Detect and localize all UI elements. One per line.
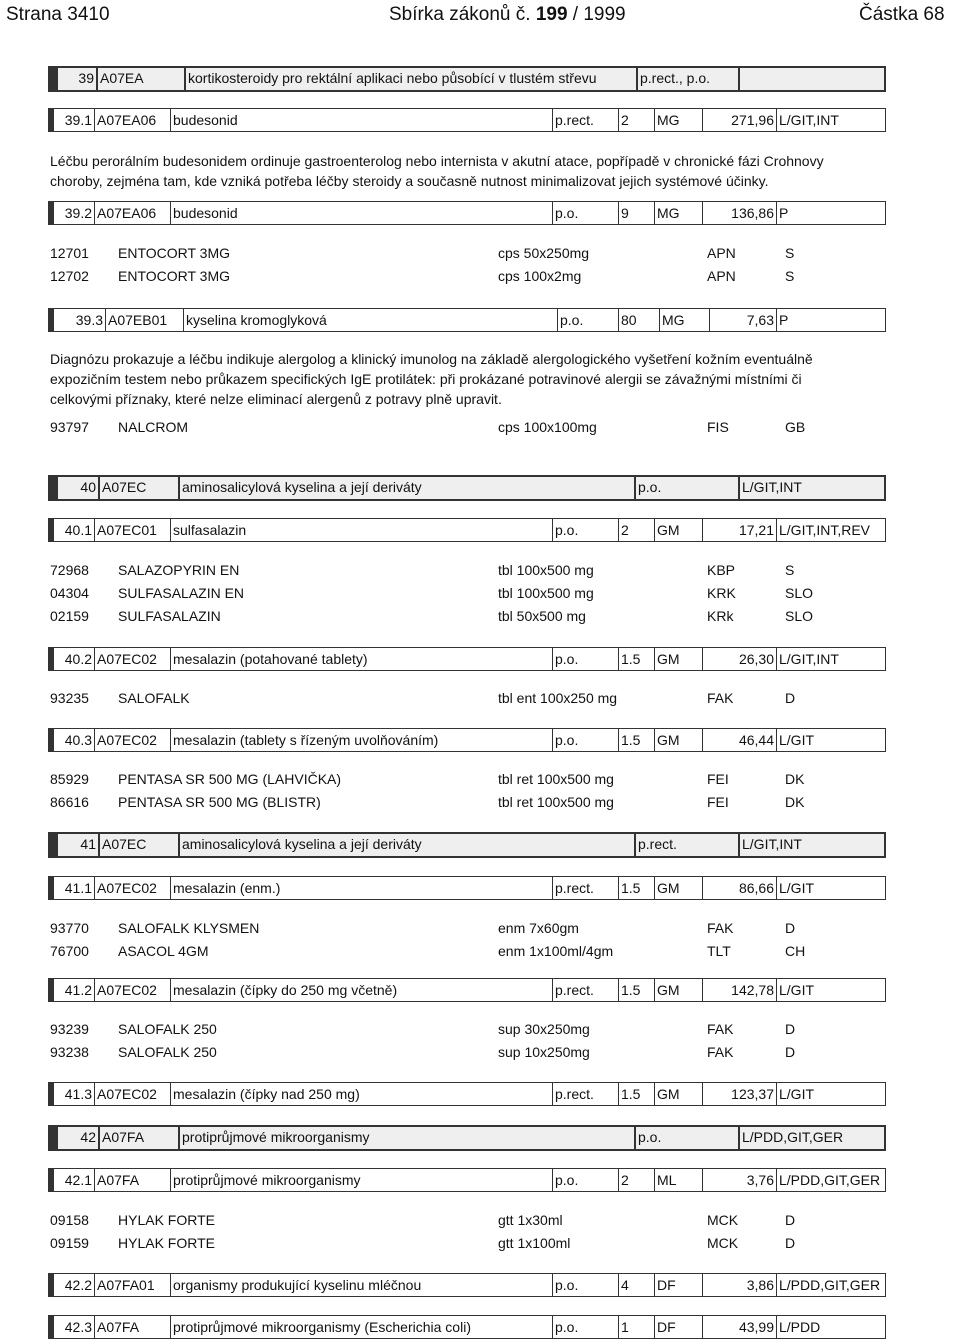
product-row	[0, 560, 960, 580]
row-cell: p.o.	[552, 1274, 618, 1296]
substance-row	[48, 728, 886, 752]
product-code: 85929	[50, 771, 89, 787]
row-cell: 42	[80, 1129, 96, 1145]
product-code: 76700	[50, 943, 89, 959]
row-cell: A07FA	[98, 1127, 178, 1149]
product-manufacturer: FIS	[707, 419, 729, 435]
row-cell: 1.5	[618, 979, 654, 1001]
product-name: SULFASALAZIN	[118, 608, 221, 624]
product-code: 04304	[50, 585, 89, 601]
row-cell: A07EC02	[94, 877, 170, 899]
product-row	[0, 243, 960, 263]
product-code: 09159	[50, 1235, 89, 1251]
product-row	[0, 266, 960, 286]
row-cell: 17,21	[702, 519, 776, 541]
row-cell: p.o.	[552, 648, 618, 670]
substance-row	[48, 518, 886, 542]
row-cell: 1.5	[618, 877, 654, 899]
row-cell: L/GIT	[776, 1083, 886, 1105]
row-cell: protiprůjmové mikroorganismy (Escherichia coli)	[170, 1316, 552, 1338]
product-country: D	[785, 920, 796, 936]
row-cell: aminosalicylová kyselina a její deriváty	[178, 834, 634, 856]
substance-row	[48, 876, 886, 900]
row-cell: aminosalicylová kyselina a její deriváty	[178, 477, 634, 499]
row-cell: A07FA	[94, 1316, 170, 1338]
product-code: 93235	[50, 690, 89, 706]
row-cell: DF	[654, 1274, 702, 1296]
product-code: 93239	[50, 1021, 89, 1037]
product-name: ENTOCORT 3MG	[118, 268, 231, 284]
row-cell: kyselina kromoglyková	[183, 309, 557, 331]
row-cell: 86,66	[702, 877, 776, 899]
row-cell: p.o.	[634, 1127, 738, 1149]
product-country: S	[785, 268, 795, 284]
law-number: 199	[535, 4, 568, 25]
law-year: / 1999	[567, 4, 626, 25]
row-cell: mesalazin (čípky nad 250 mg)	[170, 1083, 552, 1105]
product-country: SLO	[785, 608, 814, 624]
product-country: S	[785, 562, 795, 578]
note-paragraph	[50, 349, 906, 409]
product-name: SALOFALK	[118, 690, 190, 706]
row-cell: mesalazin (potahované tablety)	[170, 648, 552, 670]
row-cell: 40.2	[64, 651, 92, 667]
row-cell: p.rect.	[552, 979, 618, 1001]
product-form: enm 1x100ml/4gm	[498, 943, 614, 959]
row-cell: 41.1	[64, 880, 92, 896]
row-cell: mesalazin (enm.)	[170, 877, 552, 899]
row-cell: 39	[78, 70, 94, 86]
row-cell: 7,63	[709, 309, 776, 331]
product-row	[0, 1233, 960, 1253]
row-cell: GM	[654, 979, 702, 1001]
row-cell: budesonid	[170, 202, 552, 224]
row-cell: p.rect.	[552, 109, 618, 131]
row-cell: 271,96	[702, 109, 776, 131]
product-row	[0, 417, 960, 437]
page-number: Strana 3410	[6, 4, 110, 25]
substance-row	[48, 1315, 886, 1339]
row-cell: GM	[654, 519, 702, 541]
note-line: Léčbu perorálním budesonidem ordinuje gastroenterolog nebo internista v akutní atace, popřípadě v chronické fázi Crohnovy	[50, 153, 824, 169]
product-manufacturer: FAK	[707, 920, 734, 936]
product-name: SALOFALK 250	[118, 1044, 217, 1060]
substance-row	[48, 647, 886, 671]
product-name: SALAZOPYRIN EN	[118, 562, 240, 578]
collection-prefix: Sbírka zákonů č.	[389, 4, 531, 25]
row-cell: A07EA06	[94, 202, 170, 224]
row-cell: protiprůjmové mikroorganismy	[170, 1169, 552, 1191]
row-cell: p.o.	[552, 202, 618, 224]
substance-row	[48, 108, 886, 132]
row-cell: 43,99	[702, 1316, 776, 1338]
row-cell: 142,78	[702, 979, 776, 1001]
product-country: CH	[785, 943, 806, 959]
row-cell: p.o.	[552, 1169, 618, 1191]
row-cell: A07EA	[96, 68, 184, 90]
product-manufacturer: TLT	[707, 943, 731, 959]
row-cell: 40	[80, 479, 96, 495]
product-row	[0, 1019, 960, 1039]
product-manufacturer: APN	[707, 268, 736, 284]
product-manufacturer: FEI	[707, 794, 729, 810]
row-cell: budesonid	[170, 109, 552, 131]
product-row	[0, 769, 960, 789]
row-cell: 9	[618, 202, 654, 224]
row-cell: 2	[618, 519, 654, 541]
row-cell: protiprůjmové mikroorganismy	[178, 1127, 634, 1149]
row-cell: L/PDD,GIT,GER	[776, 1169, 886, 1191]
row-cell: 42.1	[64, 1172, 92, 1188]
row-cell: 39.2	[64, 205, 92, 221]
row-cell: MG	[654, 202, 702, 224]
product-form: tbl ret 100x500 mg	[498, 794, 614, 810]
row-cell: L/GIT	[776, 979, 886, 1001]
product-manufacturer: FAK	[707, 690, 734, 706]
product-manufacturer: FAK	[707, 1044, 734, 1060]
product-form: gtt 1x30ml	[498, 1212, 563, 1228]
row-cell: p.o.	[552, 519, 618, 541]
product-name: ENTOCORT 3MG	[118, 245, 231, 261]
row-cell: A07EC	[98, 834, 178, 856]
product-country: S	[785, 245, 795, 261]
product-form: cps 100x2mg	[498, 268, 582, 284]
product-name: ASACOL 4GM	[118, 943, 209, 959]
row-cell: 1.5	[618, 729, 654, 751]
issue-number: Částka 68	[859, 4, 945, 25]
product-name: HYLAK FORTE	[118, 1235, 215, 1251]
row-cell: mesalazin (tablety s řízeným uvolňováním)	[170, 729, 552, 751]
row-cell: L/PDD	[776, 1316, 886, 1338]
product-country: D	[785, 1021, 796, 1037]
product-name: HYLAK FORTE	[118, 1212, 215, 1228]
product-form: tbl ret 100x500 mg	[498, 771, 614, 787]
row-cell: MG	[654, 109, 702, 131]
row-cell: L/GIT,INT	[776, 648, 886, 670]
row-cell: GM	[654, 729, 702, 751]
product-row	[0, 606, 960, 626]
group-header-row	[48, 832, 886, 858]
product-code: 12701	[50, 245, 89, 261]
row-cell	[738, 68, 886, 90]
substance-row	[48, 978, 886, 1002]
row-cell: 42.3	[64, 1319, 92, 1335]
row-cell: A07EC02	[94, 729, 170, 751]
product-manufacturer: MCK	[707, 1235, 739, 1251]
group-header-row	[48, 475, 886, 501]
product-row	[0, 792, 960, 812]
product-form: tbl 50x500 mg	[498, 608, 586, 624]
note-line: celkovými příznaky, které nelze eliminací alergenů z potravy plně upravit.	[50, 391, 502, 407]
row-cell: 39.1	[64, 112, 92, 128]
row-cell: A07FA01	[94, 1274, 170, 1296]
row-cell: P	[776, 202, 886, 224]
row-cell: A07EC01	[94, 519, 170, 541]
row-cell: L/GIT,INT	[738, 834, 886, 856]
row-cell: 2	[618, 109, 654, 131]
row-cell: DF	[654, 1316, 702, 1338]
product-country: D	[785, 690, 796, 706]
row-cell: A07FA	[94, 1169, 170, 1191]
row-cell: p.o.	[552, 729, 618, 751]
row-cell: A07EC02	[94, 979, 170, 1001]
row-cell: A07EC02	[94, 1083, 170, 1105]
row-cell: p.o.	[634, 477, 738, 499]
product-form: cps 50x250mg	[498, 245, 590, 261]
row-cell: L/PDD,GIT,GER	[776, 1274, 886, 1296]
row-cell: 1.5	[618, 1083, 654, 1105]
row-cell: GM	[654, 648, 702, 670]
row-cell: organismy produkující kyselinu mléčnou	[170, 1274, 552, 1296]
row-cell: 2	[618, 1169, 654, 1191]
note-line: Diagnózu prokazuje a léčbu indikuje alergolog a klinický imunolog na základě alergologického vyšetření kožním eventuálně	[50, 351, 813, 367]
product-form: tbl 100x500 mg	[498, 585, 594, 601]
row-cell: p.rect.	[634, 834, 738, 856]
product-code: 72968	[50, 562, 89, 578]
row-cell: p.rect.	[552, 877, 618, 899]
row-cell: P	[776, 309, 886, 331]
product-name: SALOFALK KLYSMEN	[118, 920, 260, 936]
group-header-row	[48, 1125, 886, 1151]
product-manufacturer: FAK	[707, 1021, 734, 1037]
row-cell: 3,86	[702, 1274, 776, 1296]
row-cell: 1	[618, 1316, 654, 1338]
row-cell: mesalazin (čípky do 250 mg včetně)	[170, 979, 552, 1001]
product-row	[0, 688, 960, 708]
row-cell: sulfasalazin	[170, 519, 552, 541]
product-country: DK	[785, 794, 805, 810]
row-cell: A07EA06	[94, 109, 170, 131]
note-line: choroby, zejména tam, kde vzniká potřeba léčby steroidy a současně nutnost minimalizovat jejich systémové účinky.	[50, 173, 769, 189]
product-country: DK	[785, 771, 805, 787]
substance-row	[48, 308, 886, 332]
collection-title	[389, 4, 626, 26]
product-code: 12702	[50, 268, 89, 284]
product-code: 09158	[50, 1212, 89, 1228]
product-code: 86616	[50, 794, 89, 810]
row-cell: L/GIT	[776, 877, 886, 899]
row-cell: MG	[659, 309, 709, 331]
product-row	[0, 1042, 960, 1062]
row-cell: kortikosteroidy pro rektální aplikaci nebo působící v tlustém střevu	[184, 68, 636, 90]
product-row	[0, 941, 960, 961]
product-name: PENTASA SR 500 MG (LAHVIČKA)	[118, 771, 342, 787]
row-cell: L/PDD,GIT,GER	[738, 1127, 886, 1149]
product-form: tbl 100x500 mg	[498, 562, 594, 578]
row-cell: 3,76	[702, 1169, 776, 1191]
row-cell: A07EB01	[105, 309, 183, 331]
row-cell: 1.5	[618, 648, 654, 670]
product-manufacturer: KRK	[707, 585, 736, 601]
product-form: gtt 1x100ml	[498, 1235, 571, 1251]
row-cell: L/GIT,INT,REV	[776, 519, 886, 541]
row-cell: A07EC02	[94, 648, 170, 670]
row-cell: L/GIT,INT	[738, 477, 886, 499]
row-cell: 39.3	[75, 312, 103, 328]
row-cell: 46,44	[702, 729, 776, 751]
product-code: 93797	[50, 419, 89, 435]
product-form: enm 7x60gm	[498, 920, 579, 936]
note-paragraph	[50, 151, 906, 191]
row-cell: 40.3	[64, 732, 92, 748]
row-cell: p.rect.	[552, 1083, 618, 1105]
row-cell: p.rect., p.o.	[636, 68, 738, 90]
product-name: SALOFALK 250	[118, 1021, 217, 1037]
substance-row	[48, 1273, 886, 1297]
product-code: 93238	[50, 1044, 89, 1060]
product-code: 93770	[50, 920, 89, 936]
row-cell: 4	[618, 1274, 654, 1296]
row-cell: GM	[654, 1083, 702, 1105]
substance-row	[48, 1168, 886, 1192]
product-country: SLO	[785, 585, 814, 601]
group-header-row	[48, 66, 886, 92]
product-code: 02159	[50, 608, 89, 624]
product-name: PENTASA SR 500 MG (BLISTR)	[118, 794, 321, 810]
product-manufacturer: KRk	[707, 608, 734, 624]
product-country: GB	[785, 419, 806, 435]
product-form: tbl ent 100x250 mg	[498, 690, 618, 706]
row-cell: p.o.	[557, 309, 618, 331]
row-cell: 136,86	[702, 202, 776, 224]
row-cell: 123,37	[702, 1083, 776, 1105]
product-form: sup 10x250mg	[498, 1044, 590, 1060]
row-cell: 42.2	[64, 1277, 92, 1293]
product-country: D	[785, 1044, 796, 1060]
product-form: sup 30x250mg	[498, 1021, 590, 1037]
row-cell: L/GIT,INT	[776, 109, 886, 131]
product-row	[0, 918, 960, 938]
row-cell: 40.1	[64, 522, 92, 538]
product-country: D	[785, 1235, 796, 1251]
row-cell: ML	[654, 1169, 702, 1191]
row-cell: 80	[618, 309, 659, 331]
row-cell: A07EC	[98, 477, 178, 499]
row-cell: L/GIT	[776, 729, 886, 751]
row-cell: 41	[80, 836, 96, 852]
product-manufacturer: APN	[707, 245, 736, 261]
product-country: D	[785, 1212, 796, 1228]
row-cell: 26,30	[702, 648, 776, 670]
row-cell: p.o.	[552, 1316, 618, 1338]
substance-row	[48, 201, 886, 225]
product-row	[0, 1210, 960, 1230]
product-manufacturer: MCK	[707, 1212, 739, 1228]
product-row	[0, 583, 960, 603]
note-line: expozičním testem nebo průkazem specifických IgE protilátek: při prokázané potravinové alergii se závažnými místními či	[50, 371, 802, 387]
product-manufacturer: KBP	[707, 562, 736, 578]
product-name: SULFASALAZIN EN	[118, 585, 245, 601]
row-cell: 41.2	[64, 982, 92, 998]
product-manufacturer: FEI	[707, 771, 729, 787]
row-cell: 41.3	[64, 1086, 92, 1102]
product-name: NALCROM	[118, 419, 189, 435]
product-form: cps 100x100mg	[498, 419, 597, 435]
substance-row	[48, 1082, 886, 1106]
row-cell: GM	[654, 877, 702, 899]
